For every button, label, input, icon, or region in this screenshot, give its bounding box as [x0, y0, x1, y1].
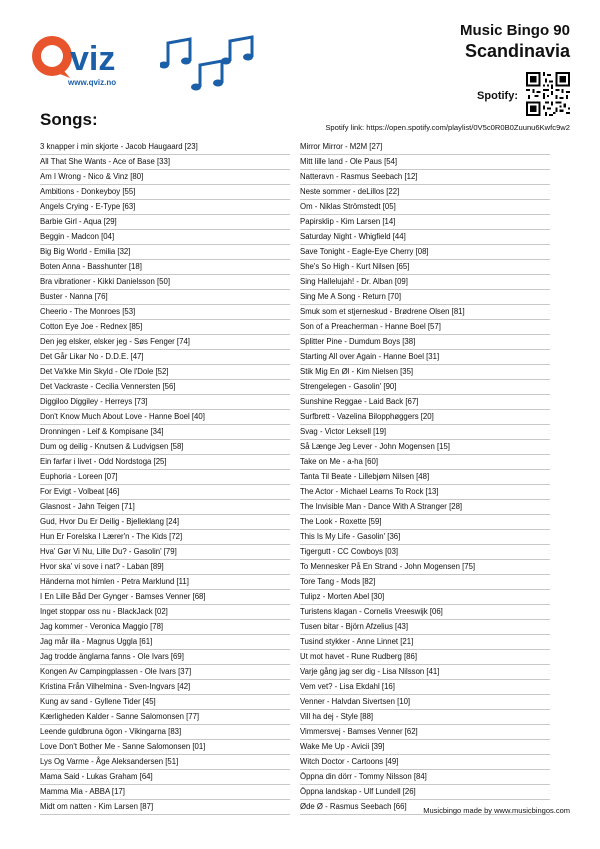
song-item: To Mennesker På En Strand - John Mogensen [75]	[300, 560, 550, 575]
song-item: Vimmersvej - Bamses Venner [62]	[300, 725, 550, 740]
song-item: Save Tonight - Eagle-Eye Cherry [08]	[300, 245, 550, 260]
song-item: Sunshine Reggae - Laid Back [67]	[300, 395, 550, 410]
song-item: Take on Me - a-ha [60]	[300, 455, 550, 470]
song-item: Barbie Girl - Aqua [29]	[40, 215, 290, 230]
logo-url: www.qviz.no	[68, 78, 117, 87]
song-item: Angels Crying - E-Type [63]	[40, 200, 290, 215]
song-item: Bra vibrationer - Kikki Danielsson [50]	[40, 275, 290, 290]
song-item: Tigergutt - CC Cowboys [03]	[300, 545, 550, 560]
spotify-label: Spotify:	[477, 90, 518, 102]
song-item: Hva' Gør Vi Nu, Lille Du? - Gasolin' [79]	[40, 545, 290, 560]
song-item: Mama Said - Lukas Graham [64]	[40, 770, 290, 785]
song-item: I En Lille Båd Der Gynger - Bamses Venner [68]	[40, 590, 290, 605]
song-item: Vem vet? - Lisa Ekdahl [16]	[300, 680, 550, 695]
song-item: Euphoria - Loreen [07]	[40, 470, 290, 485]
song-item: Ein farfar i livet - Odd Nordstoga [25]	[40, 455, 290, 470]
song-item: Mirror Mirror - M2M [27]	[300, 140, 550, 155]
song-item: Son of a Preacherman - Hanne Boel [57]	[300, 320, 550, 335]
song-item: Det Går Likar No - D.D.E. [47]	[40, 350, 290, 365]
song-item: Mamma Mia - ABBA [17]	[40, 785, 290, 800]
song-item: The Actor - Michael Learns To Rock [13]	[300, 485, 550, 500]
song-item: Natteravn - Rasmus Seebach [12]	[300, 170, 550, 185]
song-item: Öppna din dörr - Tommy Nilsson [84]	[300, 770, 550, 785]
song-item: This Is My Life - Gasolin' [36]	[300, 530, 550, 545]
song-item: Øde Ø - Rasmus Seebach [66]	[300, 800, 550, 815]
song-item: Smuk som et stjerneskud - Brødrene Olsen [81]	[300, 305, 550, 320]
song-item: Beggin - Madcon [04]	[40, 230, 290, 245]
song-item: Svag - Victor Leksell [19]	[300, 425, 550, 440]
song-item: Kristina Från Vilhelmina - Sven-Ingvars [42]	[40, 680, 290, 695]
song-item: Så Længe Jeg Lever - John Mogensen [15]	[300, 440, 550, 455]
song-item: Dum og deilig - Knutsen & Ludvigsen [58]	[40, 440, 290, 455]
song-item: Lys Og Varme - Åge Aleksandersen [51]	[40, 755, 290, 770]
song-item: Tusen bitar - Björn Afzelius [43]	[300, 620, 550, 635]
song-item: Kongen Av Campingplassen - Ole Ivars [37]	[40, 665, 290, 680]
song-item: She's So High - Kurt Nilsen [65]	[300, 260, 550, 275]
song-item: The Invisible Man - Dance With A Stranger [28]	[300, 500, 550, 515]
song-item: Hvor ska' vi sove i nat? - Laban [89]	[40, 560, 290, 575]
song-item: Love Don't Bother Me - Sanne Salomonsen [01]	[40, 740, 290, 755]
spotify-playlist-link[interactable]: Spotify link: https://open.spotify.com/playlist/0V5c0R0B0Zuunu6Kwfc9w2	[325, 123, 570, 132]
song-item: Glasnost - Jahn Teigen [71]	[40, 500, 290, 515]
footer-credit: Musicbingo made by www.musicbingos.com	[423, 806, 570, 815]
song-item: Midt om natten - Kim Larsen [87]	[40, 800, 290, 815]
song-item: Tore Tang - Mods [82]	[300, 575, 550, 590]
song-item: Gud, Hvor Du Er Deilig - Bjelleklang [24]	[40, 515, 290, 530]
song-item: The Look - Roxette [59]	[300, 515, 550, 530]
song-item: Vill ha dej - Style [88]	[300, 710, 550, 725]
title-block	[460, 22, 570, 62]
qviz-logo	[30, 30, 140, 95]
song-item: Turistens klagan - Cornelis Vreeswijk [06]	[300, 605, 550, 620]
song-item: Kung av sand - Gyllene Tider [45]	[40, 695, 290, 710]
song-item: Det Vackraste - Cecilia Vennersten [56]	[40, 380, 290, 395]
song-item: Saturday Night - Whigfield [44]	[300, 230, 550, 245]
song-item: Cheerio - The Monroes [53]	[40, 305, 290, 320]
song-item: Surfbrett - Vazelina Bilopphøggers [20]	[300, 410, 550, 425]
song-item: Sing Me A Song - Return [70]	[300, 290, 550, 305]
song-item: Mitt lille land - Ole Paus [54]	[300, 155, 550, 170]
song-item: Händerna mot himlen - Petra Marklund [11]	[40, 575, 290, 590]
song-item: Boten Anna - Basshunter [18]	[40, 260, 290, 275]
song-item: Om - Niklas Strömstedt [05]	[300, 200, 550, 215]
svg-text:viz: viz	[70, 40, 116, 78]
song-item: Tulipz - Morten Abel [30]	[300, 590, 550, 605]
song-item: Det Va'kke Min Skyld - Ole l'Dole [52]	[40, 365, 290, 380]
song-item: Leende guldbruna ögon - Vikingarna [83]	[40, 725, 290, 740]
song-item: Inget stoppar oss nu - BlackJack [02]	[40, 605, 290, 620]
song-item: Buster - Nanna [76]	[40, 290, 290, 305]
songs-heading: Songs:	[40, 110, 98, 129]
song-item: Hun Er Forelska I Lærer'n - The Kids [72]	[40, 530, 290, 545]
songs-list-left	[40, 140, 290, 815]
qr-code-icon	[526, 72, 570, 116]
region-title: Scandinavia	[464, 41, 570, 61]
song-item: Jag kommer - Veronica Maggio [78]	[40, 620, 290, 635]
music-notes-icon	[160, 35, 270, 95]
song-item: Stik Mig En Øl - Kim Nielsen [35]	[300, 365, 550, 380]
song-item: Jag trodde änglarna fanns - Ole Ivars [69]	[40, 650, 290, 665]
song-item: Witch Doctor - Cartoons [49]	[300, 755, 550, 770]
song-item: Big Big World - Emilia [32]	[40, 245, 290, 260]
song-item: Den jeg elsker, elsker jeg - Søs Fenger [74]	[40, 335, 290, 350]
song-item: Wake Me Up - Avicii [39]	[300, 740, 550, 755]
song-item: Sing Hallelujah! - Dr. Alban [09]	[300, 275, 550, 290]
song-item: Varje gång jag ser dig - Lisa Nilsson [41]	[300, 665, 550, 680]
song-item: Am I Wrong - Nico & Vinz [80]	[40, 170, 290, 185]
song-item: Tusind stykker - Anne Linnet [21]	[300, 635, 550, 650]
song-item: Jag mår illa - Magnus Uggla [61]	[40, 635, 290, 650]
song-item: Diggiloo Diggiley - Herreys [73]	[40, 395, 290, 410]
song-item: Tanta Til Beate - Lillebjørn Nilsen [48]	[300, 470, 550, 485]
song-item: Papirsklip - Kim Larsen [14]	[300, 215, 550, 230]
bingo-title: Music Bingo 90	[459, 22, 570, 39]
song-item: All That She Wants - Ace of Base [33]	[40, 155, 290, 170]
song-item: Cotton Eye Joe - Rednex [85]	[40, 320, 290, 335]
song-item: Starting All over Again - Hanne Boel [31]	[300, 350, 550, 365]
song-item: Öppna landskap - Ulf Lundell [26]	[300, 785, 550, 800]
song-item: Ut mot havet - Rune Rudberg [86]	[300, 650, 550, 665]
song-item: Don't Know Much About Love - Hanne Boel [40]	[40, 410, 290, 425]
song-item: Splitter Pine - Dumdum Boys [38]	[300, 335, 550, 350]
song-item: Neste sommer - deLillos [22]	[300, 185, 550, 200]
song-item: Ambitions - Donkeyboy [55]	[40, 185, 290, 200]
song-item: Venner - Halvdan Sivertsen [10]	[300, 695, 550, 710]
song-item: Kærligheden Kalder - Sanne Salomonsen [77]	[40, 710, 290, 725]
song-item: 3 knapper i min skjorte - Jacob Haugaard [23]	[40, 140, 290, 155]
songs-list-right	[300, 140, 550, 815]
song-item: Dronningen - Leif & Kompisane [34]	[40, 425, 290, 440]
song-item: Strengelegen - Gasolin' [90]	[300, 380, 550, 395]
song-item: For Evigt - Volbeat [46]	[40, 485, 290, 500]
